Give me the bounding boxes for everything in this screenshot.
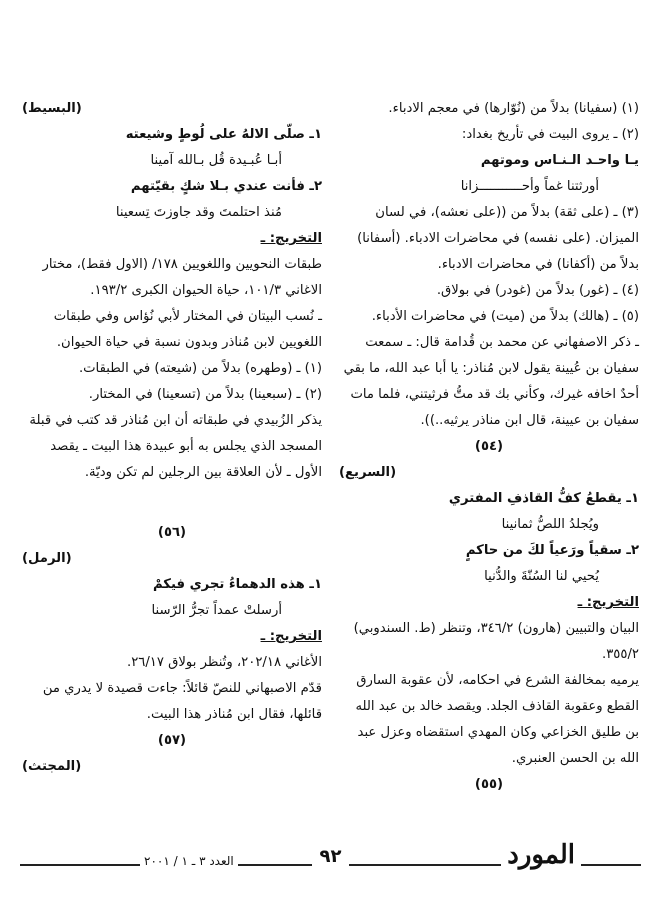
poem-number: (٥٤) (474, 439, 504, 454)
left-column (22, 96, 322, 780)
section-heading: التخريج: ـ (577, 595, 639, 610)
paragraph: قدّم الاصبهاني للنصّ قائلاً: جاءت قصيدة لا يدري من قائلها، فقال ابن مُناذر هذا البيت. (42, 681, 322, 722)
verse-line: مُنذ احتلمتَ وقد جاوزتَ تِسعينا (115, 205, 282, 220)
journal-logo: المورد (501, 840, 581, 870)
issue-label: العدد ٣ ـ ١ / ٢٠٠١ (140, 854, 238, 868)
page-footer (20, 836, 641, 896)
paragraph: البيان والتبيين (هارون) ٣٤٦/٢، وتنظر (ط. السندوبي) ٣٥٥/٢. (353, 621, 639, 662)
poem-number: (٥٦) (157, 525, 187, 540)
paragraph: الأغاني ٢٠٢/١٨، وتُنظر بولاق ٢٦/١٧. (127, 655, 322, 670)
paragraph: طبقات النحويين واللغويين ١٧٨/ (الاول فقط)، مختار الاغاني ١٠١/٣، حياة الحيوان الكبرى ١٩٣/٢. (42, 257, 322, 298)
right-column (339, 96, 639, 798)
footnote: (٣) ـ (على ثقة) بدلاً من ((على نعشه)، في لسان الميزان. (على نفسه) في محاضرات الادباء. (أسفانا) بدلاً من (أكفانا) في محاضرات الادباء. (357, 205, 639, 272)
verse-line: ١ـ يقطعُ كفُّ القاذفِ المفتري (448, 491, 639, 506)
verse-line: أورثتنا غماً وأحـــــــــــزانا (460, 179, 599, 194)
spacer (22, 486, 322, 520)
poem-number: (٥٧) (157, 733, 187, 748)
verse-line: ويُجلدُ اللصُّ ثمانينا (501, 517, 599, 532)
verse-line: أرسلتْ عمداً تجرُّ الرّسنا (151, 603, 282, 618)
section-heading: التخريج: ـ (260, 231, 322, 246)
section-heading: التخريج: ـ (260, 629, 322, 644)
meter-label: (الرمل) (22, 551, 72, 566)
footnote: (١) (سفيانا) بدلاً من (نُوّارها) في معجم الادباء. (388, 101, 639, 116)
verse-line: ٢ـ فأنت عندي بـلا شكٍ بقيّتهم (130, 179, 322, 194)
footnote: (٢) ـ (سبعينا) بدلاً من (تسعينا) في المختار. (88, 387, 322, 402)
verse-line: يـا واحـد الـنـاس وموتهم (480, 153, 639, 168)
meter-label: (السريع) (339, 465, 397, 480)
paragraph: يذكر الزُبيدي في طبقاته أن ابن مُناذر قد كتب في قبلة المسجد الذي يجلس به أبو عبيدة هذا البيت ـ يقصد الأول ـ لأن العلاقة بين الرجلين لم تكن وديّة. (29, 413, 322, 480)
meter-label: (البسيط) (22, 101, 82, 116)
verse-line: ١ـ هذه الدهماءُ تجري فيكمْ (152, 577, 322, 592)
paragraph: ـ ذكر الاصفهاني عن محمد بن قُدامة قال: ـ سمعت سفيان بن عُيينة يقول لابن مُناذر: يا أبا عبد الله، ما بقي أحدٌ اخافه غيرك، وكأني بك قد متُّ فرثيتني، فلما مات سفيان بن عيينة، قال ابن مناذر يرثيه..)). (343, 335, 639, 428)
meter-label: (المجتث) (22, 759, 82, 774)
footnote: (٤) ـ (غور) بدلاً من (غودر) في بولاق. (436, 283, 639, 298)
verse-line: يُحيي لنا السُنّةَ والدُّنيا (484, 569, 599, 584)
verse-line: ٢ـ سقياً ورَعياً لكَ من حاكمٍ (465, 543, 639, 558)
footnote: (٢) ـ يروى البيت في تأريخ بغداد: (461, 127, 639, 142)
paragraph: ـ نُسب البيتان في المختار لأبي نُؤاس وفي طبقات اللغويين لابن مُناذر وبدون نسبة في حياة الحيوان. (53, 309, 322, 350)
footnote: (١) ـ (وطهره) بدلاً من (شيعته) في الطبقات. (78, 361, 322, 376)
footnote: (٥) ـ (هالك) بدلاً من (ميت) في محاضرات الأدباء. (371, 309, 639, 324)
verse-line: أبـا عُبـيدة قُل بـالله آمينا (150, 153, 282, 168)
poem-number: (٥٥) (474, 777, 504, 792)
page-number: ٩٢ (312, 846, 350, 867)
paragraph: يرميه بمخالفة الشرع في احكامه، لأن عقوبة السارق القطع وعقوبة القاذف الجلد. ويقصد خالد بن عبد الله بن طليق الخزاعي وكان المهدي استقضاه وعزل عبد الله بن الحسن العنبري. (355, 673, 639, 766)
verse-line: ١ـ صلّى الالهُ على لُوطٍ وشيعته (125, 127, 322, 142)
